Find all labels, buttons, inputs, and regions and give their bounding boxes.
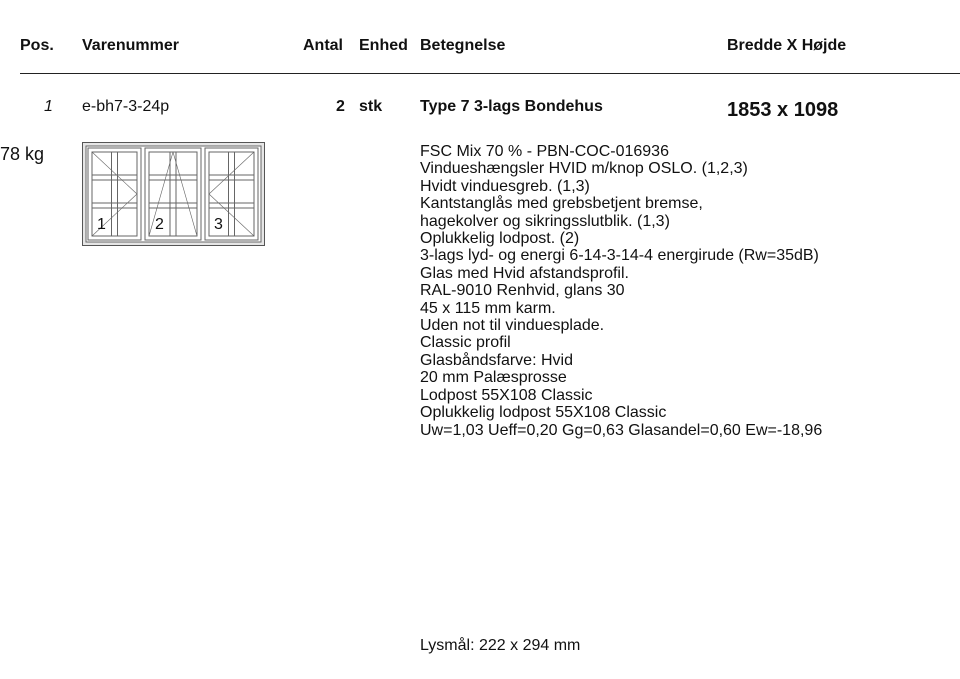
sash-label-2: 2 bbox=[155, 216, 164, 233]
spec-line: FSC Mix 70 % - PBN-COC-016936 bbox=[420, 143, 669, 160]
spec-line: Glasbåndsfarve: Hvid bbox=[420, 351, 573, 369]
header-betegnelse: Betegnelse bbox=[420, 37, 506, 54]
lysmaal: Lysmål: 222 x 294 mm bbox=[420, 637, 581, 654]
spec-line: Uw=1,03 Ueff=0,20 Gg=0,63 Glasandel=0,60 Ew=-18,96 bbox=[420, 421, 823, 439]
item-varenummer: e-bh7-3-24p bbox=[82, 98, 170, 115]
item-betegnelse: Type 7 3-lags Bondehus bbox=[420, 98, 603, 115]
sash-label-1: 1 bbox=[97, 216, 106, 233]
window-drawing bbox=[82, 142, 265, 246]
spec-line: Vindueshængsler HVID m/knop OSLO. (1,2,3) bbox=[420, 160, 748, 178]
spec-line: Classic profil bbox=[420, 334, 511, 352]
sash-label-3: 3 bbox=[214, 216, 223, 233]
header-dimensions: Bredde X Højde bbox=[727, 37, 847, 54]
spec-line: Uden not til vinduesplade. bbox=[420, 317, 605, 335]
spec-line: Hvidt vinduesgreb. (1,3) bbox=[420, 177, 590, 195]
spec-line: Oplukkelig lodpost. (2) bbox=[420, 230, 580, 248]
spec-line: Oplukkelig lodpost 55X108 Classic bbox=[420, 404, 667, 422]
header-varenummer: Varenummer bbox=[82, 37, 179, 54]
spec-list bbox=[420, 143, 822, 439]
item-enhed: stk bbox=[359, 98, 383, 115]
spec-line: Kantstanglås med grebsbetjent bremse, bbox=[420, 195, 703, 213]
header-antal: Antal bbox=[303, 37, 343, 54]
spec-line: 20 mm Palæsprosse bbox=[420, 369, 567, 387]
item-antal: 2 bbox=[336, 98, 345, 115]
header-divider bbox=[20, 73, 960, 74]
spec-line: 45 x 115 mm karm. bbox=[420, 299, 556, 317]
header-enhed: Enhed bbox=[359, 37, 408, 54]
spec-line: RAL-9010 Renhvid, glans 30 bbox=[420, 282, 625, 300]
spec-line: Lodpost 55X108 Classic bbox=[420, 386, 593, 404]
spec-line: 3-lags lyd- og energi 6-14-3-14-4 energirude (Rw=35dB) bbox=[420, 247, 819, 265]
header-pos: Pos. bbox=[20, 37, 54, 54]
item-dimensions: 1853 x 1098 bbox=[727, 99, 839, 121]
spec-line: Glas med Hvid afstandsprofil. bbox=[420, 264, 629, 282]
spec-line: hagekolver og sikringsslutblik. (1,3) bbox=[420, 212, 670, 230]
item-pos: 1 bbox=[44, 98, 53, 115]
item-weight: 78 kg bbox=[0, 144, 45, 164]
